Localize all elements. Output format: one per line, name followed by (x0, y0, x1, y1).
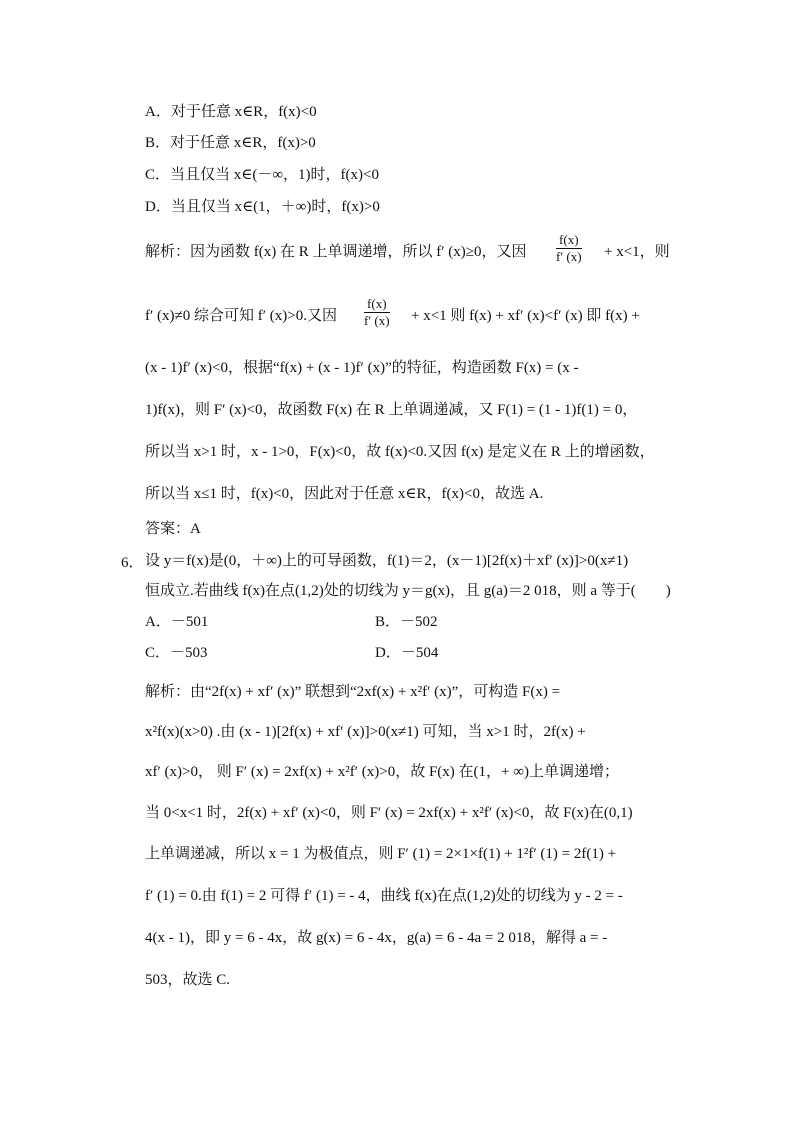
analysis1-line1-tail: + x<1，则 (604, 244, 670, 260)
question6-line2: 恒成立.若曲线 f(x)在点(1,2)处的切线为 y＝g(x)，且 g(a)＝2 018，则 a 等于( ) (145, 583, 671, 599)
answer-1: 答案：A (145, 521, 201, 537)
question6-option-d: D．－504 (375, 645, 439, 661)
analysis1-fraction2 (364, 296, 390, 329)
option-c-prev: C．当且仅当 x∈(－∞，1)时，f(x)<0 (145, 167, 379, 183)
question6-option-c: C．－503 (145, 645, 208, 661)
question6-option-b: B．－502 (375, 614, 438, 630)
question6-number: 6． (121, 555, 144, 571)
analysis1-fraction1 (556, 232, 582, 265)
fraction1-denominator: f′ (x) (556, 249, 582, 264)
option-d-prev: D．当且仅当 x∈(1，＋∞)时，f(x)>0 (145, 199, 380, 215)
fraction2-numerator: f(x) (364, 296, 390, 313)
analysis2-line5: 上单调递减，所以 x = 1 为极值点，则 F′ (1) = 2×1×f(1) + 1²f′ (1) = 2f(1) + (145, 846, 617, 862)
question6-line1: 设 y＝f(x)是(0，＋∞)上的可导函数，f(1)＝2，(x－1)[2f(x)＋xf′ (x)]>0(x≠1) (145, 553, 629, 569)
analysis1-line1-text: 解析：因为函数 f(x) 在 R 上单调递增，所以 f′ (x)≥0，又因 (145, 244, 527, 260)
analysis1-line1 (145, 242, 527, 262)
question6-option-a: A．－501 (145, 614, 209, 630)
analysis1-line6: 所以当 x≤1 时，f(x)<0，因此对于任意 x∈R，f(x)<0，故选 A. (145, 486, 544, 502)
analysis1-line2-tail: + x<1 则 f(x) + xf′ (x)<f′ (x) 即 f(x) + (411, 308, 640, 324)
analysis2-line4: 当 0<x<1 时，2f(x) + xf′ (x)<0，则 F′ (x) = 2xf(x) + x²f′ (x)<0，故 F(x)在(0,1) (145, 805, 633, 821)
analysis2-line2: x²f(x)(x>0) .由 (x - 1)[2f(x) + xf′ (x)]>0(x≠1) 可知，当 x>1 时，2f(x) + (145, 724, 586, 740)
analysis2-line6: f′ (1) = 0.由 f(1) = 2 可得 f′ (1) = - 4，曲线 f(x)在点(1,2)处的切线为 y - 2 = - (145, 888, 623, 904)
option-b-prev: B．对于任意 x∈R，f(x)>0 (145, 135, 316, 151)
analysis2-line7: 4(x - 1)，即 y = 6 - 4x，故 g(x) = 6 - 4x，g(a) = 6 - 4a = 2 018，解得 a = - (145, 930, 608, 946)
analysis2-line8: 503，故选 C. (145, 972, 231, 988)
fraction1-numerator: f(x) (556, 232, 582, 249)
fraction2-denominator: f′ (x) (364, 313, 390, 328)
analysis1-line5: 所以当 x>1 时，x - 1>0，F(x)<0，故 f(x)<0.又因 f(x) 是定义在 R 上的增函数， (145, 444, 655, 460)
analysis1-line3: (x - 1)f′ (x)<0，根据“f(x) + (x - 1)f′ (x)”的特征，构造函数 F(x) = (x - (145, 360, 579, 376)
analysis2-line1: 解析：由“2f(x) + xf′ (x)” 联想到“2xf(x) + x²f′ (x)”，可构造 F(x) = (145, 684, 561, 700)
analysis2-line3: xf′ (x)>0， 则 F′ (x) = 2xf(x) + x²f′ (x)>0，故 F(x) 在(1，+ ∞)上单调递增； (145, 764, 619, 780)
analysis1-line4: 1)f(x)，则 F′ (x)<0，故函数 F(x) 在 R 上单调递减，又 F(1) = (1 - 1)f(1) = 0， (145, 402, 638, 418)
analysis1-line2: f′ (x)≠0 综合可知 f′ (x)>0.又因 (145, 308, 337, 324)
option-a-prev: A．对于任意 x∈R，f(x)<0 (145, 104, 317, 120)
